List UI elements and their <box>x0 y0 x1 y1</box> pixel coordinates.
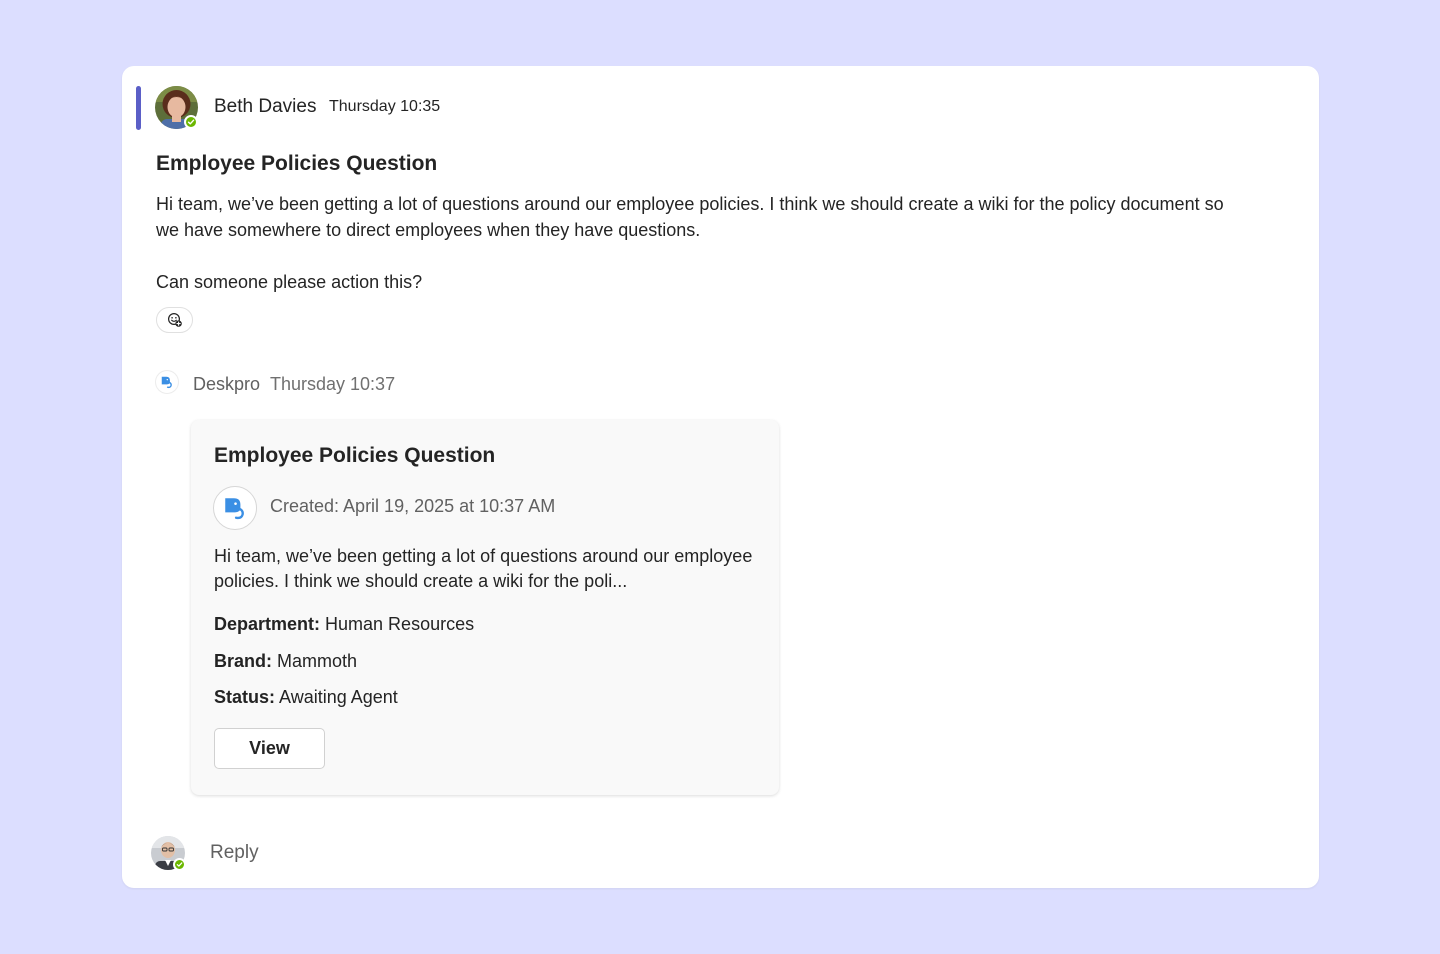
ticket-card-title: Employee Policies Question <box>214 444 496 467</box>
message-paragraph: Hi team, we’ve been getting a lot of questions around our employee policies. I think we should create a wiki for the policy document so we have somewhere to direct employees when they have questions. <box>156 194 1224 240</box>
ticket-card-logo <box>213 486 257 530</box>
field-label: Department: <box>214 614 321 634</box>
message-paragraph: Can someone please action this? <box>156 272 423 292</box>
message-accent-bar <box>136 86 141 130</box>
deskpro-logo-icon <box>222 495 248 521</box>
author-name[interactable]: Beth Davies <box>214 96 317 117</box>
ticket-field-department <box>214 614 474 635</box>
current-user-avatar[interactable] <box>151 836 185 870</box>
checkmark-icon <box>176 861 183 868</box>
presence-available-badge <box>184 115 198 129</box>
ticket-created-date: Created: April 19, 2025 at 10:37 AM <box>270 496 556 516</box>
deskpro-bot-avatar[interactable] <box>156 371 178 393</box>
message-card <box>122 66 1319 888</box>
field-value: Human Resources <box>325 614 475 634</box>
message-title: Employee Policies Question <box>156 152 438 175</box>
author-avatar[interactable] <box>155 86 198 129</box>
field-value: Mammoth <box>277 651 358 671</box>
checkmark-icon <box>187 118 195 126</box>
view-ticket-button[interactable]: View <box>214 728 325 769</box>
message-timestamp: Thursday 10:35 <box>329 98 441 115</box>
bot-timestamp: Thursday 10:37 <box>270 374 396 394</box>
add-reaction-icon <box>167 312 183 328</box>
ticket-field-status <box>214 687 398 708</box>
presence-available-badge <box>173 858 186 871</box>
field-label: Status: <box>214 687 276 707</box>
field-value: Awaiting Agent <box>279 687 398 707</box>
deskpro-logo-icon <box>160 375 174 389</box>
ticket-field-brand <box>214 651 357 672</box>
ticket-card <box>191 420 779 795</box>
ticket-summary: Hi team, we’ve been getting a lot of questions around our employee policies. I think we should create a wiki for the poli... <box>214 546 753 591</box>
reply-button[interactable]: Reply <box>210 842 259 863</box>
field-label: Brand: <box>214 651 272 671</box>
add-reaction-button[interactable] <box>156 307 193 333</box>
message-body <box>156 191 1236 295</box>
bot-name[interactable]: Deskpro <box>193 374 261 394</box>
